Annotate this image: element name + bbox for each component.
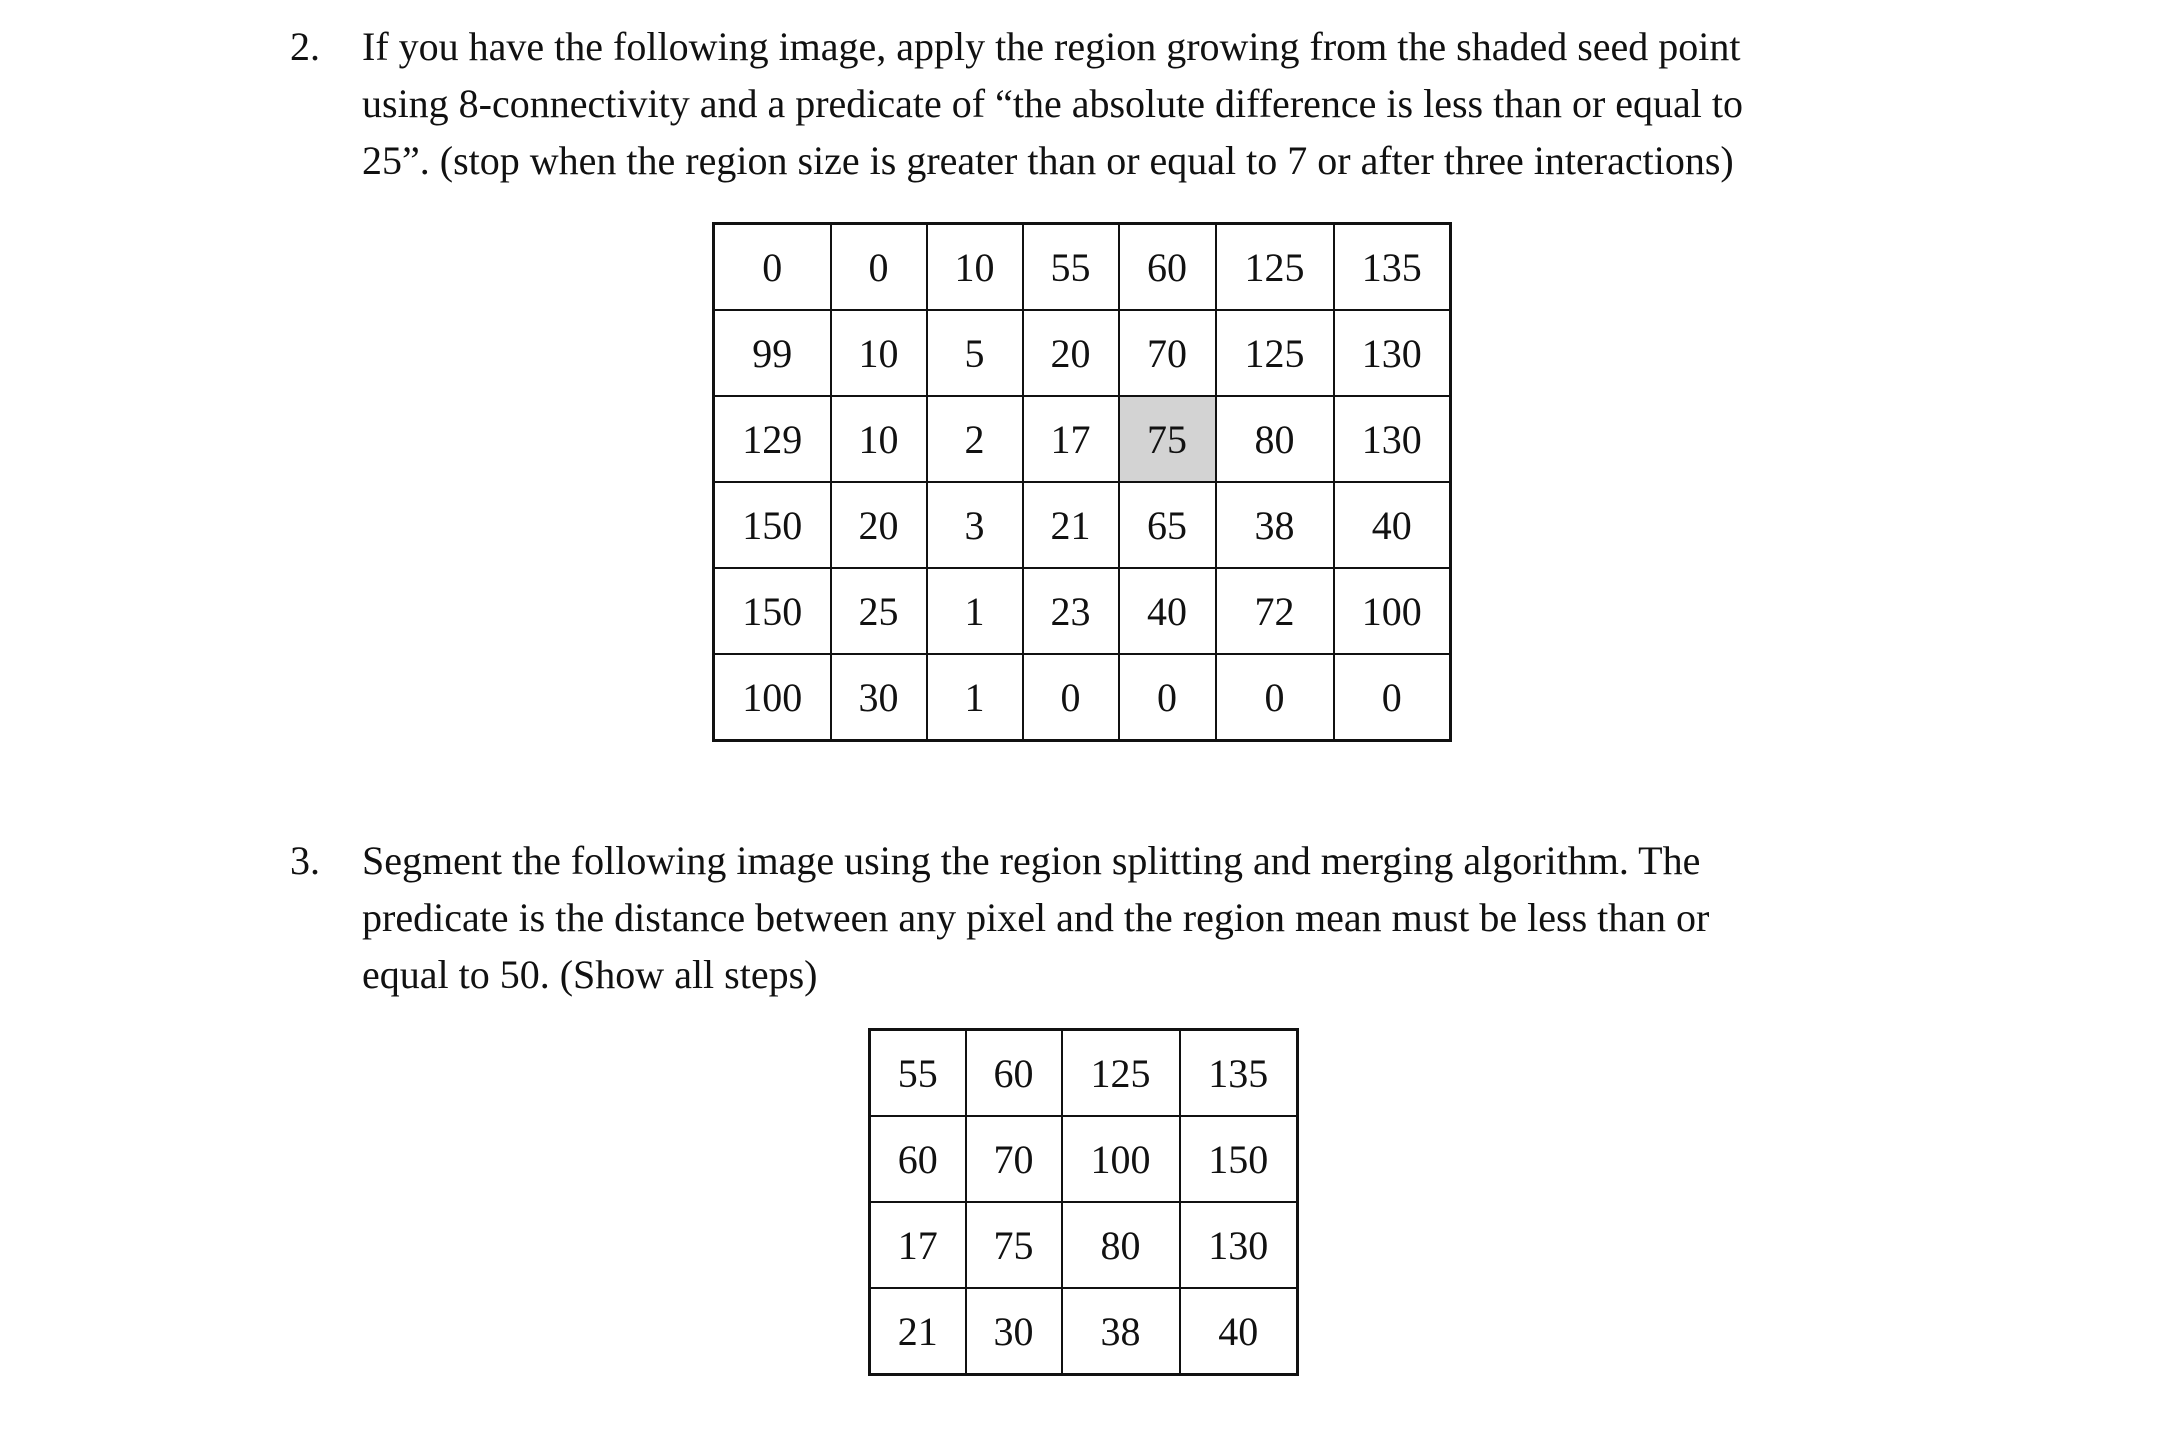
pixel-cell: 0 [1023,654,1119,741]
pixel-cell: 40 [1180,1288,1298,1375]
pixel-cell: 2 [927,396,1023,482]
pixel-cell: 99 [714,310,831,396]
pixel-cell: 100 [1334,568,1451,654]
pixel-cell: 10 [927,224,1023,311]
pixel-cell: 20 [1023,310,1119,396]
pixel-cell: 72 [1216,568,1334,654]
pixel-cell: 1 [927,568,1023,654]
question-2-image-grid [712,222,1452,742]
pixel-cell: 60 [870,1116,966,1202]
question-3-image-grid [868,1028,1299,1376]
question-2-text [362,18,1900,189]
pixel-cell: 125 [1216,310,1334,396]
question-3-line-3: equal to 50. (Show all steps) [362,952,818,997]
pixel-cell: 65 [1119,482,1216,568]
pixel-cell: 0 [1119,654,1216,741]
pixel-cell: 150 [714,568,831,654]
pixel-cell: 60 [966,1030,1062,1117]
pixel-cell: 80 [1062,1202,1180,1288]
pixel-cell: 0 [831,224,927,311]
question-2-line-2: using 8-connectivity and a predicate of “the absolute difference is less than or equal to [362,81,1743,126]
question-3-number: 3. [290,838,320,883]
pixel-cell: 5 [927,310,1023,396]
pixel-cell: 125 [1216,224,1334,311]
pixel-cell: 21 [870,1288,966,1375]
question-3-grid-row [870,1288,1298,1375]
question-3 [290,832,1900,1003]
pixel-cell: 150 [1180,1116,1298,1202]
pixel-cell: 30 [966,1288,1062,1375]
pixel-cell: 135 [1180,1030,1298,1117]
seed-pixel-cell: 75 [1119,396,1216,482]
pixel-cell: 0 [1216,654,1334,741]
question-3-line-1: Segment the following image using the region splitting and merging algorithm. The [362,838,1701,883]
pixel-cell: 38 [1216,482,1334,568]
pixel-cell: 100 [1062,1116,1180,1202]
pixel-cell: 70 [1119,310,1216,396]
pixel-cell: 60 [1119,224,1216,311]
pixel-cell: 10 [831,310,927,396]
question-3-line-2: predicate is the distance between any pixel and the region mean must be less than or [362,895,1710,940]
pixel-cell: 80 [1216,396,1334,482]
pixel-cell: 1 [927,654,1023,741]
pixel-cell: 30 [831,654,927,741]
pixel-cell: 130 [1180,1202,1298,1288]
pixel-cell: 125 [1062,1030,1180,1117]
pixel-cell: 40 [1119,568,1216,654]
question-2-line-3: 25”. (stop when the region size is greater than or equal to 7 or after three interactions) [362,138,1734,183]
pixel-cell: 17 [1023,396,1119,482]
pixel-cell: 55 [870,1030,966,1117]
pixel-cell: 55 [1023,224,1119,311]
pixel-cell: 0 [714,224,831,311]
pixel-cell: 40 [1334,482,1451,568]
pixel-cell: 0 [1334,654,1451,741]
question-2-grid-row [714,396,1451,482]
pixel-cell: 150 [714,482,831,568]
question-3-grid-row [870,1202,1298,1288]
pixel-cell: 25 [831,568,927,654]
pixel-cell: 129 [714,396,831,482]
question-2-grid-row [714,310,1451,396]
question-2-grid-row [714,224,1451,311]
question-3-grid-row [870,1030,1298,1117]
pixel-cell: 130 [1334,310,1451,396]
pixel-cell: 38 [1062,1288,1180,1375]
question-2-grid-row [714,568,1451,654]
pixel-cell: 23 [1023,568,1119,654]
question-2-line-1: If you have the following image, apply the region growing from the shaded seed point [362,24,1741,69]
question-2-grid-row [714,654,1451,741]
pixel-cell: 21 [1023,482,1119,568]
pixel-cell: 10 [831,396,927,482]
question-3-grid-row [870,1116,1298,1202]
pixel-cell: 70 [966,1116,1062,1202]
pixel-cell: 3 [927,482,1023,568]
question-2-number: 2. [290,24,320,69]
pixel-cell: 130 [1334,396,1451,482]
pixel-cell: 75 [966,1202,1062,1288]
pixel-cell: 100 [714,654,831,741]
pixel-cell: 135 [1334,224,1451,311]
pixel-cell: 17 [870,1202,966,1288]
question-3-text [362,832,1900,1003]
question-2 [290,18,1900,189]
question-2-grid-row [714,482,1451,568]
pixel-cell: 20 [831,482,927,568]
